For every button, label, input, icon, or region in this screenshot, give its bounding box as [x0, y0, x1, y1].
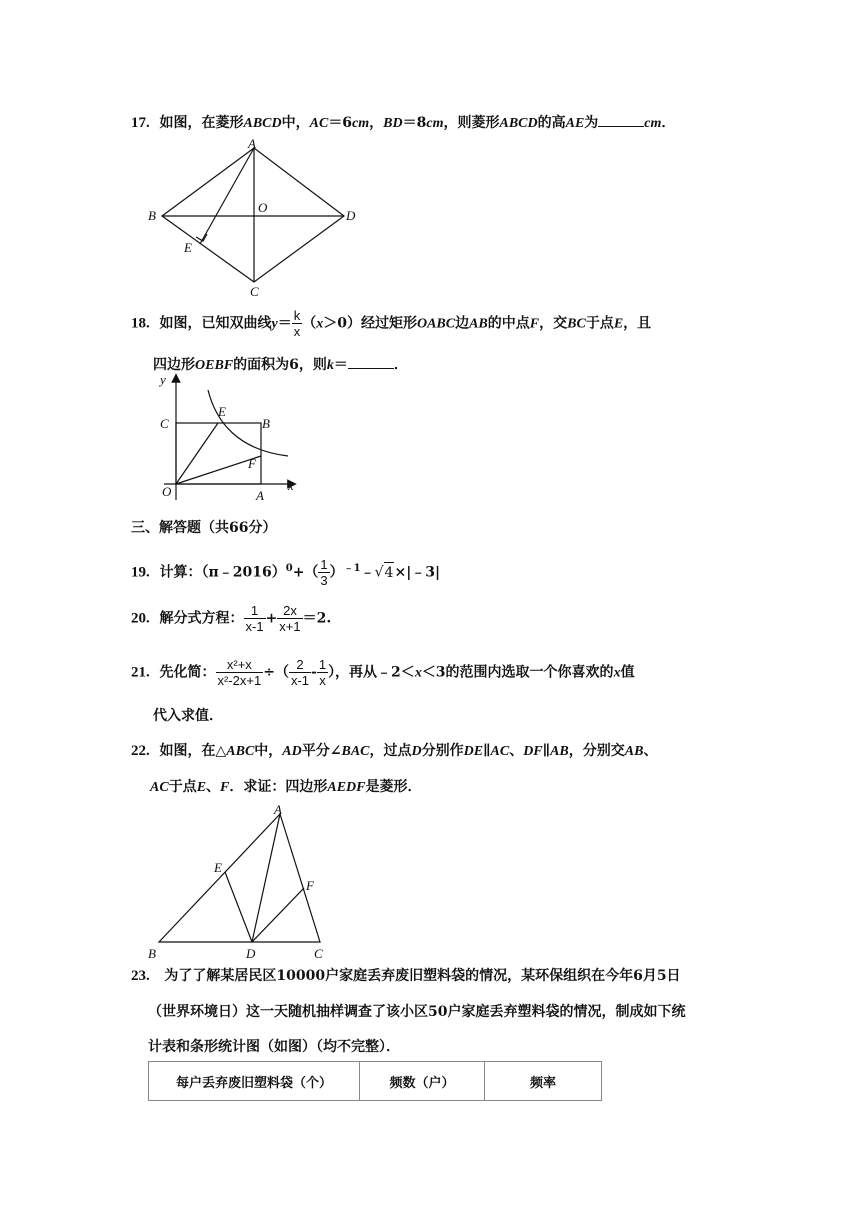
- section-heading: 三、解答题（共66分）: [131, 520, 277, 536]
- label-f: F: [306, 878, 314, 893]
- fraction-2: $\frac{2x}{x+1}$: [279, 603, 301, 634]
- fraction-3: $\frac{1}{x}$: [318, 657, 327, 688]
- q23-line2: （世界环境日）这一天随机抽样调查了该小区50户家庭丢弃塑料袋的情况，制成如下统: [148, 1004, 686, 1020]
- rectangle-oabc: [176, 423, 261, 484]
- hyperbola-figure: [150, 370, 310, 505]
- q19-text: 19. 计算：（π﹣2016）$^0$+（ $\frac{1}{3}$ ）$^{﹣1}$﹣√4×|﹣3|: [131, 557, 441, 588]
- q17-text: 17. 如图，在菱形ABCD中，AC＝6cm，BD＝8cm，则菱形ABCD的高AE为 cm．: [131, 112, 675, 134]
- segment-oe: [176, 423, 218, 484]
- label-y: y: [160, 372, 166, 387]
- fraction-k-over-x: $\frac{k}{x}$: [293, 308, 301, 339]
- q23-line1: 23. 为了了解某居民区10000户家庭丢弃废旧塑料袋的情况，某环保组织在今年6月5日: [131, 968, 681, 984]
- label-e: E: [214, 860, 222, 875]
- label-f: F: [248, 456, 256, 471]
- rhombus-figure: [140, 138, 370, 298]
- label-b: B: [148, 208, 156, 223]
- triangle-figure: [142, 800, 342, 962]
- rhombus-abcd: [162, 148, 344, 282]
- fraction-2: $\frac{2}{x-1}$: [290, 657, 310, 688]
- label-a: A: [248, 138, 256, 151]
- label-a: A: [256, 488, 264, 503]
- answer-blank: [348, 354, 394, 369]
- label-c: C: [250, 284, 259, 298]
- label-c: C: [160, 416, 169, 431]
- label-b: B: [148, 946, 156, 961]
- answer-blank: [598, 112, 644, 127]
- segment-de: [225, 872, 252, 942]
- fraction-one-third: $\frac{1}{3}$: [320, 557, 328, 588]
- segment-df: [252, 888, 304, 942]
- fraction-1: $\frac{\text{x²+x}}{\text{x²-2x+1}}$: [217, 657, 262, 688]
- frequency-table: [148, 1061, 602, 1101]
- q21-line2: 代入求值．: [153, 708, 223, 724]
- header-rate: 频率: [485, 1062, 602, 1101]
- table-header-row: [149, 1062, 602, 1101]
- label-x: x: [288, 478, 294, 493]
- label-d: D: [346, 208, 356, 223]
- header-frequency: 频数（户）: [360, 1062, 485, 1101]
- q20-text: 20. 解分式方程： $\frac{1}{x-1}$ + $\frac{2x}{x+1}$ ＝2.: [131, 603, 332, 634]
- label-a: A: [274, 802, 282, 817]
- q22-line1: 22. 如图，在△ABC中，AD平分∠BAC，过点D分别作DE∥AC、DF∥AB，分别交AB、: [131, 743, 658, 759]
- q21-line1: 21. 先化简： $\frac{\text{x²+x}}{\text{x²-2x+1}}$ ÷（ $\frac{2}{x-1}$ - $\frac{1}{x}$ ），再从﹣2＜x＜3的范围内选取一个你喜欢的x值: [131, 657, 635, 688]
- label-e: E: [218, 404, 226, 419]
- q18-line1: 18. 如图，已知双曲线y＝ $\frac{k}{x}$ （x＞0）经过矩形OABC边AB的中点F，交BC于点E，且: [131, 308, 652, 339]
- height-ae: [200, 148, 254, 244]
- q18-line2: 四边形OEBF的面积为6，则k＝ ．: [153, 354, 408, 376]
- label-o: O: [258, 200, 268, 215]
- label-e: E: [184, 240, 192, 255]
- header-bags-per-household: 每户丢弃废旧塑料袋（个）: [149, 1062, 360, 1101]
- label-c: C: [314, 946, 323, 961]
- label-b: B: [262, 416, 270, 431]
- segment-ad: [252, 814, 280, 942]
- q22-line2: AC于点E、F．求证：四边形AEDF是菱形．: [150, 779, 422, 795]
- fraction-1: $\frac{1}{x-1}$: [245, 603, 264, 634]
- label-d: D: [246, 946, 256, 961]
- label-o: O: [162, 484, 172, 499]
- q23-line3: 计表和条形统计图（如图）（均不完整）．: [148, 1039, 400, 1055]
- triangle-abc: [159, 814, 320, 942]
